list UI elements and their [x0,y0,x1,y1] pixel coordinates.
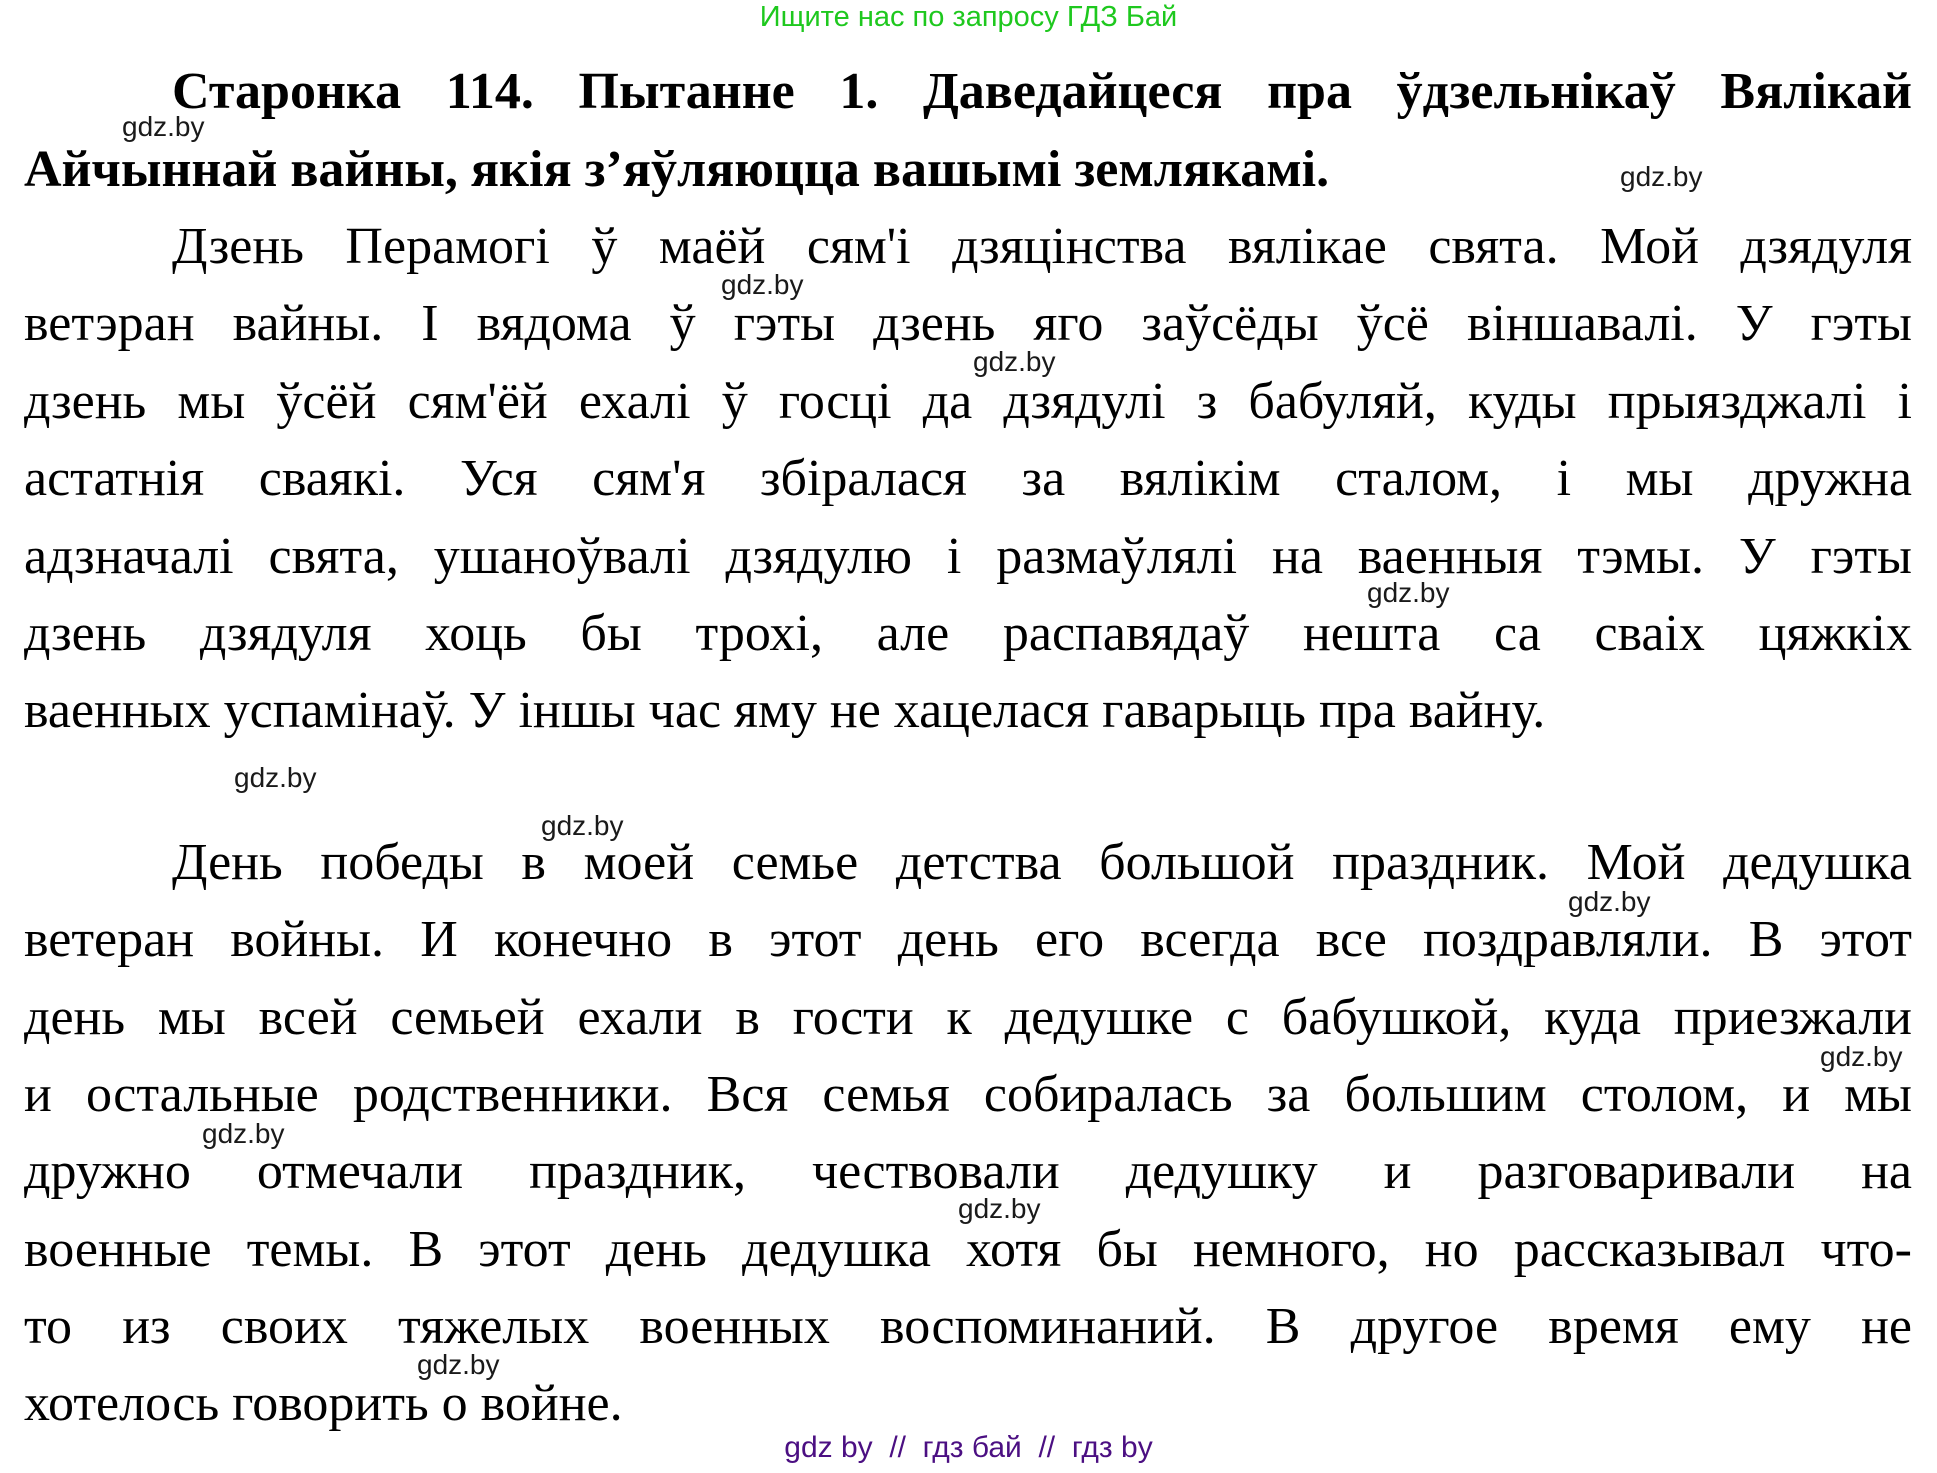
watermark: gdz.by [1620,161,1703,192]
footer-watermark: gdz by // гдз бай // гдз by [784,1431,1153,1464]
watermark: gdz.by [122,111,205,142]
paragraph-ru-line: и остальные родственники. Вся семья собиралась за большим столом, и мы [24,1066,1912,1123]
watermark: gdz.by [1568,886,1651,917]
watermark: gdz.by [234,762,317,793]
paragraph-be-line: ветэран вайны. І вядома ў гэты дзень яго заўсёды ўсё віншавалі. У гэты [24,295,1912,352]
paragraph-be-line: дзень дзядуля хоць бы трохі, але распавядаў нешта са сваіх цяжкіх [24,605,1912,662]
watermark: gdz.by [417,1349,500,1380]
title-line-2: Айчыннай вайны, якія з’яўляюцца вашымі землякамі. [24,141,1330,198]
watermark: gdz.by [202,1118,285,1149]
paragraph-ru-line: хотелось говорить о войне. [24,1375,623,1432]
watermark: gdz.by [1820,1041,1903,1072]
title-line-1: Старонка 114. Пытанне 1. Даведайцеся пра ўдзельнікаў Вялікай [172,63,1912,120]
paragraph-be-line: Дзень Перамогі ў маёй сям'і дзяцінства вялікае свята. Мой дзядуля [172,218,1912,275]
paragraph-be-line: ваенных успамінаў. У іншы час яму не хацелася гаварыць пра вайну. [24,682,1546,739]
search-banner: Ищите нас по запросу ГДЗ Бай [759,1,1178,33]
watermark: gdz.by [721,269,804,300]
paragraph-ru-line: День победы в моей семье детства большой праздник. Мой дедушка [172,834,1912,891]
paragraph-ru-line: день мы всей семьей ехали в гости к дедушке с бабушкой, куда приезжали [24,989,1912,1046]
watermark: gdz.by [1367,577,1450,608]
watermark: gdz.by [541,810,624,841]
paragraph-be-line: дзень мы ўсёй сям'ёй ехалі ў госці да дзядулі з бабуляй, куды прыязджалі і [24,373,1912,430]
paragraph-ru-line: военные темы. В этот день дедушка хотя бы немного, но рассказывал что- [24,1221,1912,1278]
paragraph-ru-line: ветеран войны. И конечно в этот день его всегда все поздравляли. В этот [24,911,1912,968]
paragraph-ru-line: дружно отмечали праздник, чествовали дедушку и разговаривали на [24,1143,1912,1200]
paragraph-be-line: адзначалі свята, ушаноўвалі дзядулю і размаўлялі на ваенныя тэмы. У гэты [24,528,1912,585]
watermark: gdz.by [958,1193,1041,1224]
paragraph-ru-line: то из своих тяжелых военных воспоминаний. В другое время ему не [24,1298,1912,1355]
paragraph-be-line: астатнія сваякі. Уся сям'я збіралася за вялікім сталом, і мы дружна [24,450,1912,507]
watermark: gdz.by [973,346,1056,377]
